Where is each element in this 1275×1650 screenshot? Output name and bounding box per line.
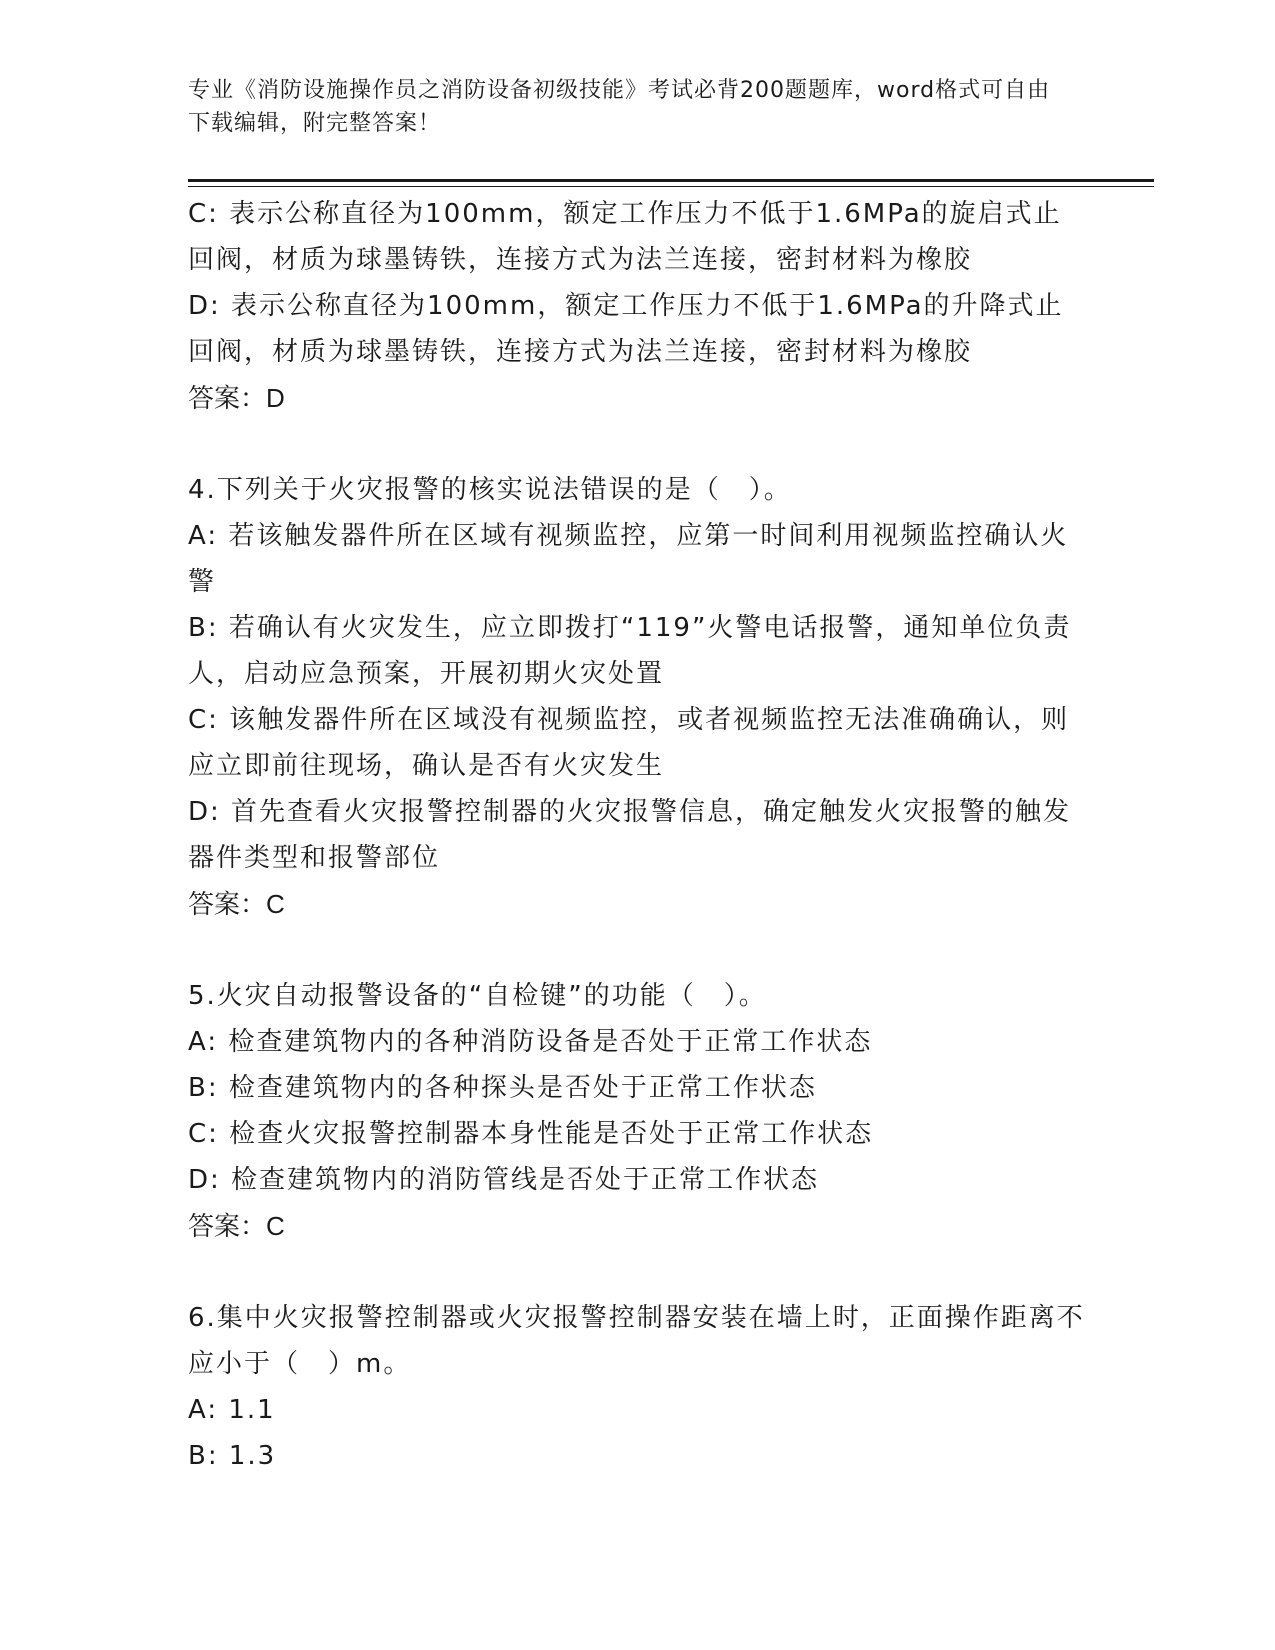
spacer [188,421,1088,467]
answer: 答案：C [188,889,285,919]
option-a: A: 检查建筑物内的各种消防设备是否处于正常工作状态 [188,1027,873,1057]
spacer [188,927,1088,973]
option-a: A: 若该触发器件所在区域有视频监控，应第一时间利用视频监控确认火警 [188,521,1069,597]
option-c: C: 表示公称直径为100mm，额定工作压力不低于1.6MPa的旋启式止回阀，材质为球墨铸铁，连接方式为法兰连接，密封材料为橡胶 [188,199,1062,275]
question-stem: 6.集中火灾报警控制器或火灾报警控制器安装在墙上时，正面操作距离不应小于（ ）m。 [188,1303,1085,1379]
option-c: C: 该触发器件所在区域没有视频监控，或者视频监控无法准确确认，则应立即前往现场，确认是否有火灾发生 [188,705,1070,781]
option-d: D: 首先查看火灾报警控制器的火灾报警信息，确定触发火灾报警的触发器件类型和报警部位 [188,797,1072,873]
option-d: D: 表示公称直径为100mm，额定工作压力不低于1.6MPa的升降式止回阀，材质为球墨铸铁，连接方式为法兰连接，密封材料为橡胶 [188,291,1064,367]
question-3 [188,191,1088,421]
header-rule-thick [188,179,1154,182]
spacer [188,1249,1088,1295]
document-header [188,74,1068,140]
header-title: 专业《消防设施操作员之消防设备初级技能》考试必背200题题库，word格式可自由下载编辑，附完整答案！ [188,78,1051,136]
question-stem: 5.火灾自动报警设备的“自检键”的功能（ ）。 [188,981,767,1011]
option-b: B: 若确认有火灾发生，应立即拨打“119”火警电话报警，通知单位负责人，启动应急预案，开展初期火灾处置 [188,613,1072,689]
question-6 [188,1295,1088,1479]
option-b: B: 检查建筑物内的各种探头是否处于正常工作状态 [188,1073,817,1103]
option-b: B: 1.3 [188,1441,277,1471]
option-a: A: 1.1 [188,1395,276,1425]
option-d: D: 检查建筑物内的消防管线是否处于正常工作状态 [188,1165,820,1195]
question-stem: 4.下列关于火灾报警的核实说法错误的是（ ）。 [188,475,792,505]
header-rule-thin [188,186,1154,187]
option-c: C: 检查火灾报警控制器本身性能是否处于正常工作状态 [188,1119,874,1149]
question-list [188,191,1088,1479]
question-5 [188,973,1088,1249]
answer: 答案：D [188,383,285,413]
question-4 [188,467,1088,927]
answer: 答案：C [188,1211,285,1241]
